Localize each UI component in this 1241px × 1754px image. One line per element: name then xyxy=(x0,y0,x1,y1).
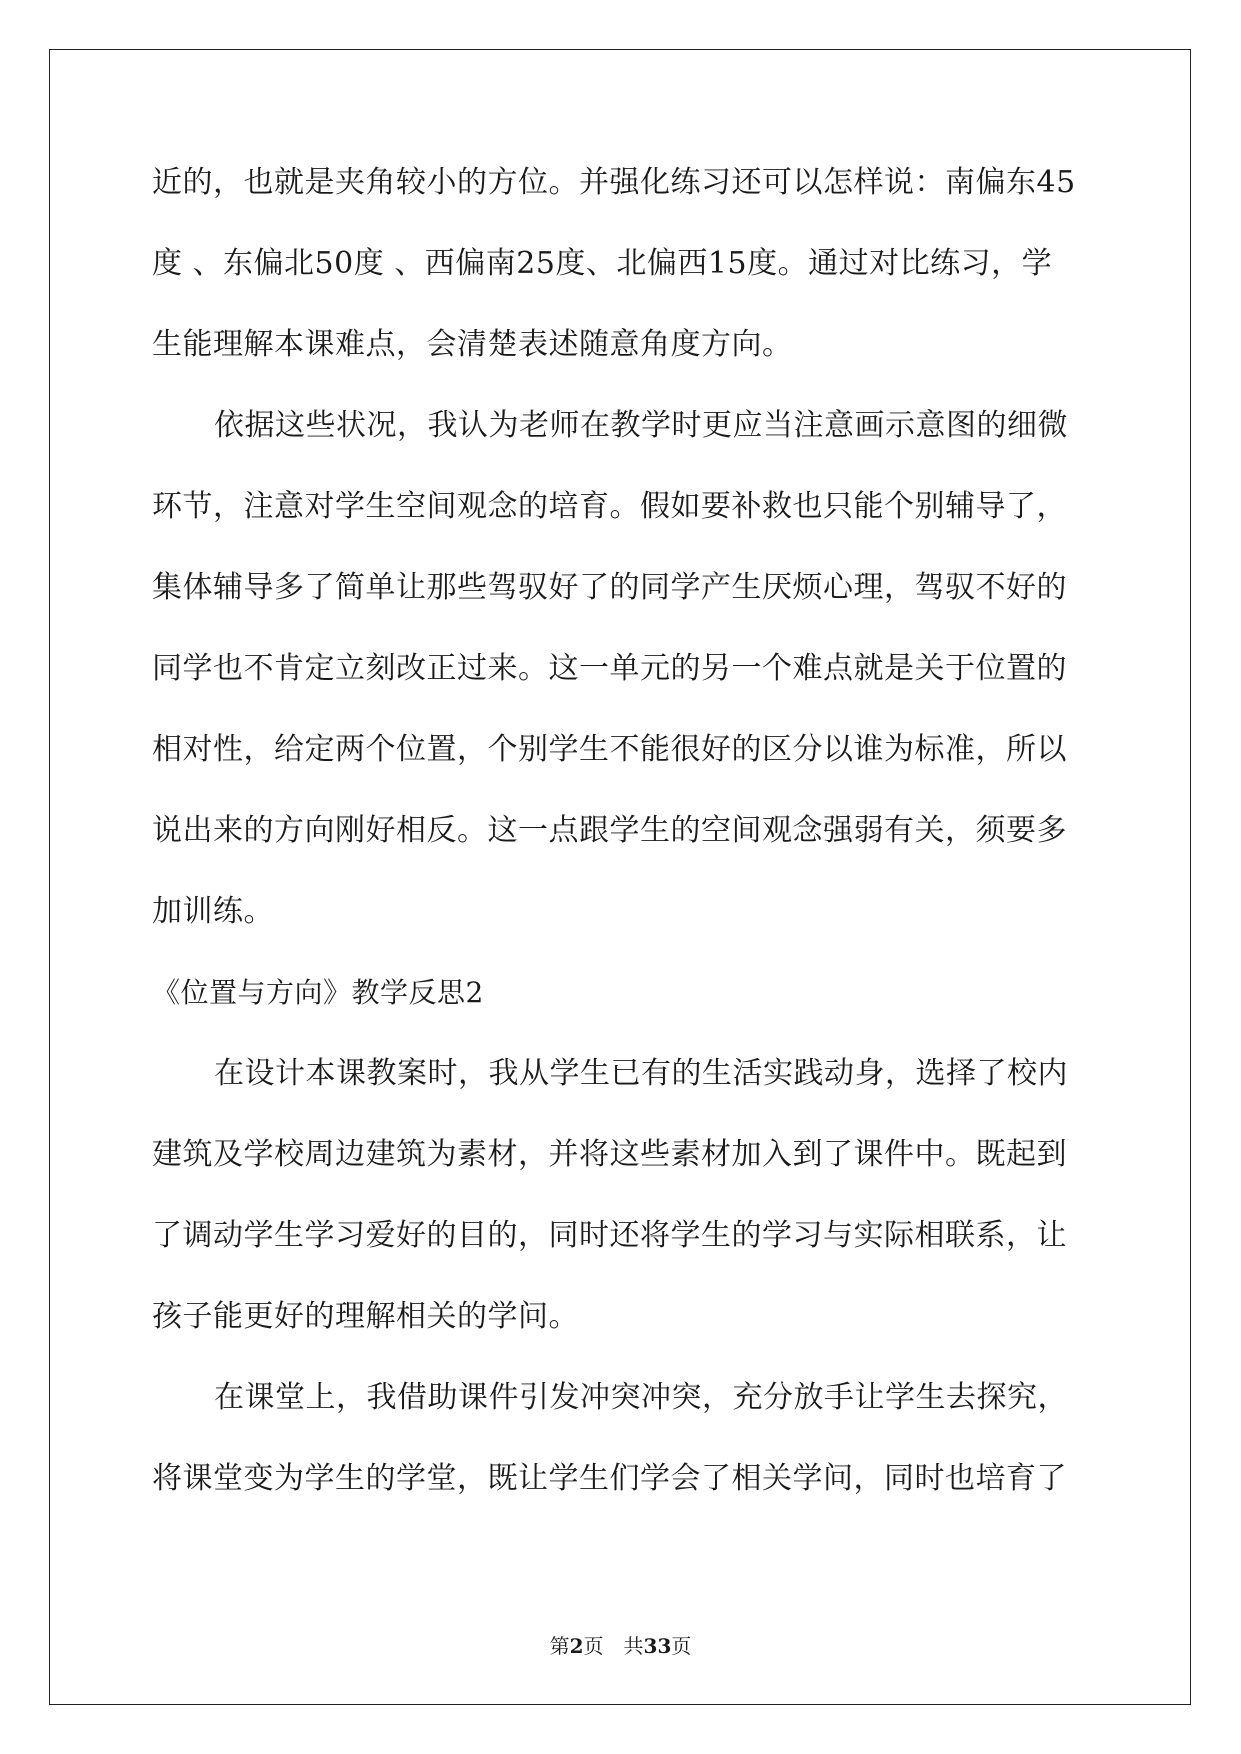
text-line: 度 、东偏北50度 、西偏南25度、北偏西15度。通过对比练习，学 xyxy=(152,246,1053,281)
text-line: 相对性，给定两个位置，个别学生不能很好的区分以谁为标准，所以 xyxy=(152,732,1067,767)
text-line: 同学也不肯定立刻改正过来。这一单元的另一个难点就是关于位置的 xyxy=(152,651,1067,686)
text-line: 了调动学生学习爱好的目的，同时还将学生的学习与实际相联系，让 xyxy=(152,1218,1067,1253)
text-line: 建筑及学校周边建筑为素材，并将这些素材加入到了课件中。既起到 xyxy=(152,1137,1067,1172)
text-line: 近的，也就是夹角较小的方位。并强化练习还可以怎样说：南偏东45 xyxy=(152,165,1076,200)
document-body xyxy=(152,163,1092,1540)
text-line: 生能理解本课难点，会清楚表述随意角度方向。 xyxy=(152,327,793,362)
footer-total-pages: 33 xyxy=(643,1634,672,1658)
section-heading: 《位置与方向》教学反思2 xyxy=(152,976,484,1009)
text-line: 孩子能更好的理解相关的学问。 xyxy=(152,1299,579,1334)
footer-page-suffix: 页 xyxy=(583,1634,604,1658)
text-line: 将课堂变为学生的学堂，既让学生们学会了相关学问，同时也培育了 xyxy=(152,1461,1067,1496)
footer-total-prefix: 共 xyxy=(623,1634,644,1658)
page-footer xyxy=(0,1630,1241,1659)
footer-total-suffix: 页 xyxy=(671,1634,692,1658)
text-line: 加训练。 xyxy=(152,894,274,929)
paragraph-start-line: 在设计本课教案时，我从学生已有的生活实践动身，选择了校内 xyxy=(214,1056,1068,1091)
text-line: 说出来的方向刚好相反。这一点跟学生的空间观念强弱有关，须要多 xyxy=(152,813,1067,848)
paragraph-start-line: 依据这些状况，我认为老师在教学时更应当注意画示意图的细微 xyxy=(214,408,1068,443)
footer-page-number: 2 xyxy=(569,1634,584,1658)
text-line: 环节，注意对学生空间观念的培育。假如要补救也只能个别辅导了， xyxy=(152,489,1067,524)
text-line: 集体辅导多了简单让那些驾驭好了的同学产生厌烦心理，驾驭不好的 xyxy=(152,570,1067,605)
footer-page-prefix: 第 xyxy=(549,1634,570,1658)
paragraph-start-line: 在课堂上，我借助课件引发冲突冲突，充分放手让学生去探究， xyxy=(214,1380,1068,1415)
